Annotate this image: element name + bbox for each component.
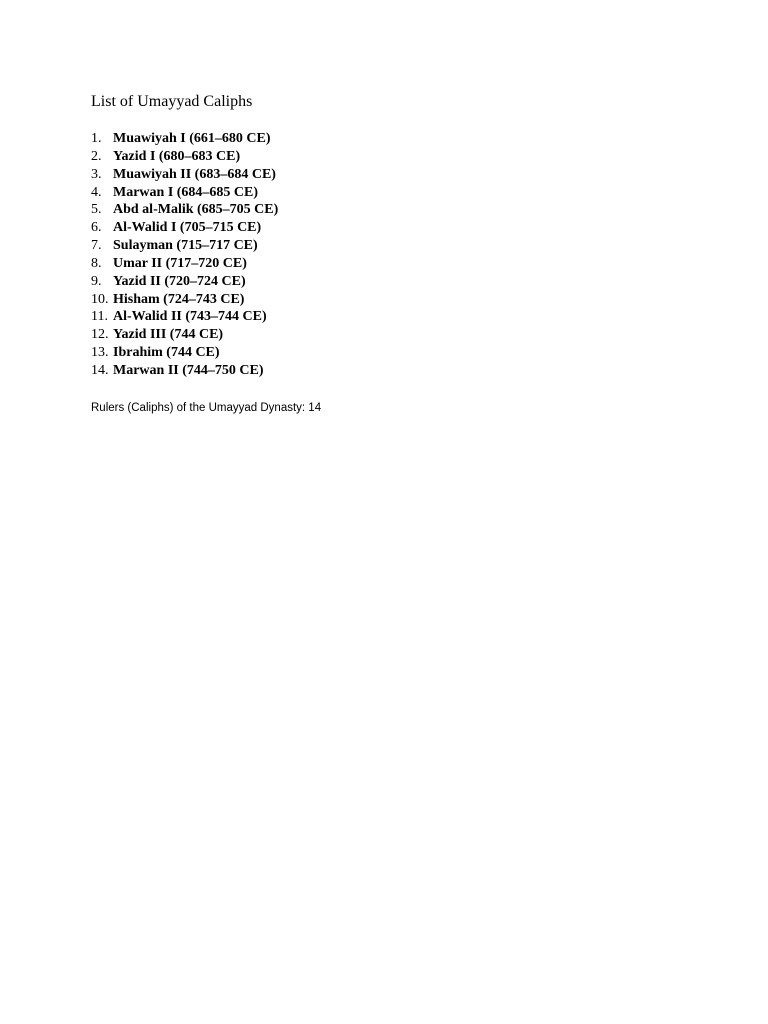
list-item bbox=[91, 130, 278, 148]
list-item bbox=[91, 148, 278, 166]
list-item bbox=[91, 308, 278, 326]
list-item-name: Abd al-Malik (685–705 CE) bbox=[113, 202, 279, 218]
list-item-name: Hisham (724–743 CE) bbox=[113, 291, 245, 307]
list-item bbox=[91, 166, 278, 184]
page-title: List of Umayyad Caliphs bbox=[91, 93, 253, 110]
list-item-number: 4. bbox=[91, 184, 102, 200]
list-item-name: Al-Walid I (705–715 CE) bbox=[113, 220, 262, 236]
list-item-name: Muawiyah I (661–680 CE) bbox=[113, 131, 271, 146]
list-item-number: 6. bbox=[91, 220, 102, 236]
list-item bbox=[91, 255, 278, 273]
list-item-number: 13. bbox=[91, 345, 109, 361]
list-item bbox=[91, 362, 278, 380]
list-item-number: 5. bbox=[91, 202, 102, 218]
list-item-name: Marwan II (744–750 CE) bbox=[113, 362, 264, 378]
list-item-name: Sulayman (715–717 CE) bbox=[113, 238, 258, 254]
list-item-name: Ibrahim (744 CE) bbox=[113, 345, 220, 361]
list-item-name: Muawiyah II (683–684 CE) bbox=[113, 166, 276, 182]
list-item-name: Marwan I (684–685 CE) bbox=[113, 184, 259, 200]
list-item-name: Yazid I (680–683 CE) bbox=[113, 148, 241, 164]
caliph-list bbox=[91, 130, 278, 380]
list-item bbox=[91, 291, 278, 309]
list-item-number: 1. bbox=[91, 131, 102, 146]
list-item bbox=[91, 326, 278, 344]
list-item-number: 7. bbox=[91, 238, 102, 254]
list-item-number: 9. bbox=[91, 273, 102, 289]
list-item-number: 8. bbox=[91, 255, 102, 271]
list-item bbox=[91, 273, 278, 291]
list-item-number: 12. bbox=[91, 327, 109, 343]
list-item-name: Yazid III (744 CE) bbox=[113, 327, 224, 343]
list-item-name: Umar II (717–720 CE) bbox=[113, 255, 247, 271]
list-item-name: Al-Walid II (743–744 CE) bbox=[113, 309, 267, 325]
list-item bbox=[91, 201, 278, 219]
list-item-number: 10. bbox=[91, 291, 109, 307]
list-item bbox=[91, 344, 278, 362]
list-item-number: 14. bbox=[91, 362, 109, 378]
dynasty-summary: Rulers (Caliphs) of the Umayyad Dynasty: 14 bbox=[91, 402, 322, 414]
list-item-number: 3. bbox=[91, 166, 102, 182]
list-item-name: Yazid II (720–724 CE) bbox=[113, 273, 246, 289]
list-item bbox=[91, 184, 278, 202]
list-item bbox=[91, 219, 278, 237]
list-item-number: 11. bbox=[91, 309, 108, 325]
list-item-number: 2. bbox=[91, 148, 102, 164]
list-item bbox=[91, 237, 278, 255]
